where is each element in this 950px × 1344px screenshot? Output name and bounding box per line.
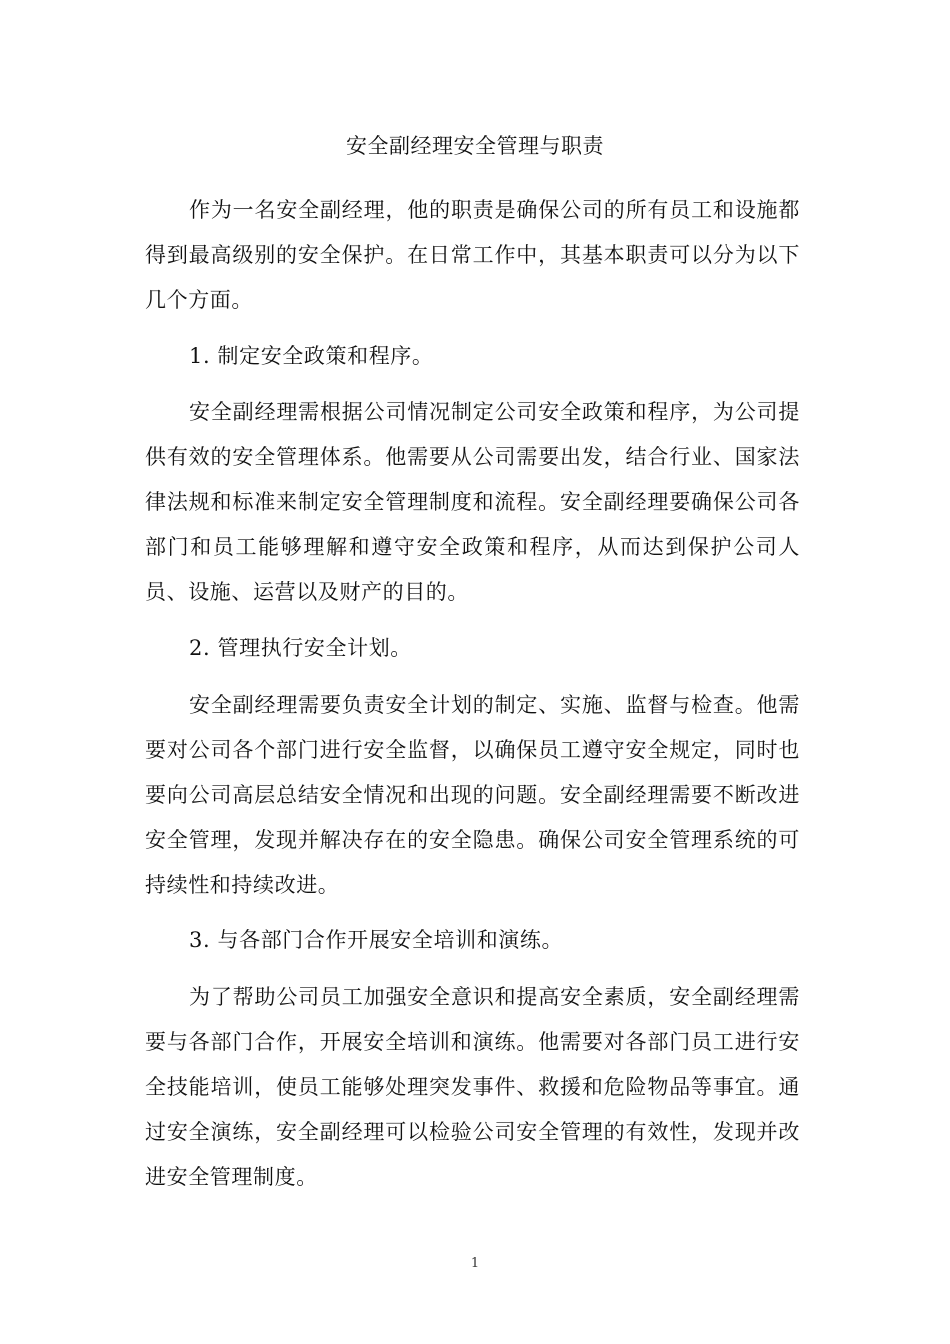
page-number: 1 <box>470 1256 480 1271</box>
section-heading-3: 3. 与各部门合作开展安全培训和演练。 <box>189 928 564 952</box>
section-paragraph-1: 安全副经理需根据公司情况制定公司安全政策和程序，为公司提供有效的安全管理体系。他需要从公司需要出发，结合行业、国家法律法规和标准来制定安全管理制度和流程。安全副经理要确保公司各部门和员工能够理解和遵守安全政策和程序，从而达到保护公司人员、设施、运营以及财产的目的。 <box>145 400 800 604</box>
section-paragraph-3: 为了帮助公司员工加强安全意识和提高安全素质，安全副经理需要与各部门合作，开展安全培训和演练。他需要对各部门员工进行安全技能培训，使员工能够处理突发事件、救援和危险物品等事宜。通过安全演练，安全副经理可以检验公司安全管理的有效性，发现并改进安全管理制度。 <box>145 985 800 1189</box>
section-paragraph-2: 安全副经理需要负责安全计划的制定、实施、监督与检查。他需要对公司各个部门进行安全监督，以确保员工遵守安全规定，同时也要向公司高层总结安全情况和出现的问题。安全副经理需要不断改进安全管理，发现并解决存在的安全隐患。确保公司安全管理系统的可持续性和持续改进。 <box>145 693 800 897</box>
document-title: 安全副经理安全管理与职责 <box>346 134 604 158</box>
section-heading-1: 1. 制定安全政策和程序。 <box>189 344 434 368</box>
section-heading-2: 2. 管理执行安全计划。 <box>189 636 412 660</box>
intro-paragraph: 作为一名安全副经理，他的职责是确保公司的所有员工和设施都得到最高级别的安全保护。在日常工作中，其基本职责可以分为以下几个方面。 <box>145 198 800 312</box>
